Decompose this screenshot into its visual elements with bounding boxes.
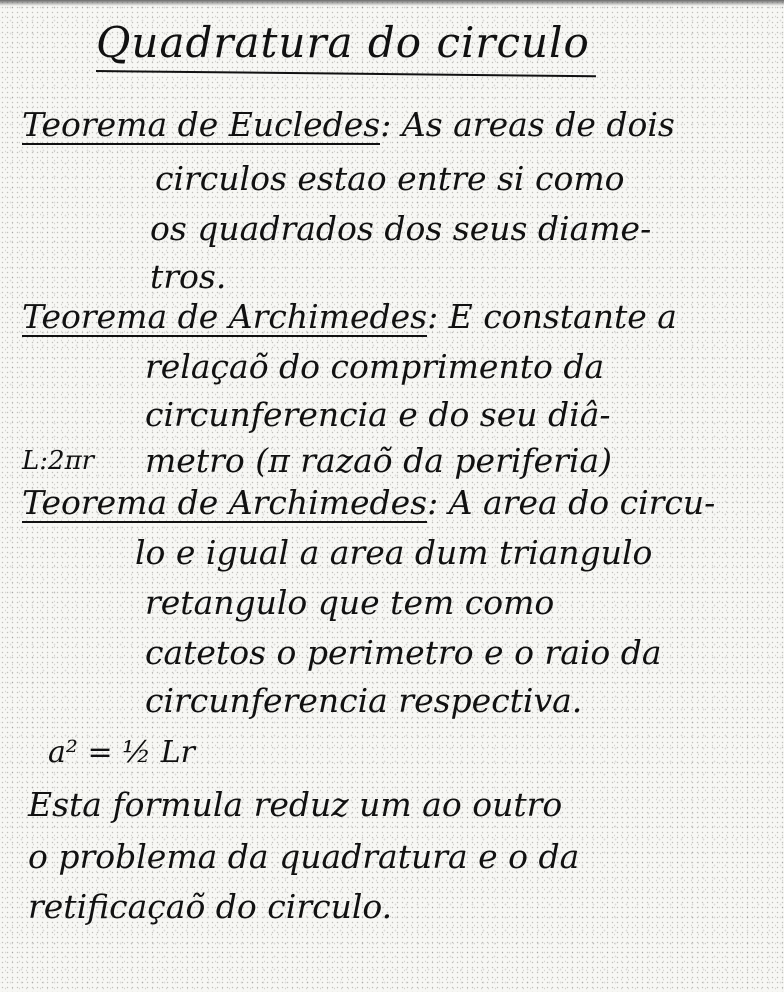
theorem-2-label: Teorema de Archimedes (22, 297, 428, 336)
margin-formula: L:2πr (22, 446, 95, 476)
theorem-1-text-line-1: : As areas de dois (380, 105, 675, 144)
theorem-3-heading-line (22, 483, 716, 523)
theorem-3-text-line-2: lo e igual a area dum triangulo (135, 533, 653, 572)
area-formula: a² = ½ Lr (48, 735, 195, 770)
theorem-1-text-line-4: tros. (150, 257, 227, 296)
theorem-1-text-line-3: os quadrados dos seus diame- (150, 209, 652, 248)
title-underline (96, 70, 596, 77)
theorem-1-text-line-2: circulos estao entre si como (155, 159, 625, 198)
theorem-2-text-line-1: : E constante a (427, 297, 677, 336)
theorem-2-text-line-3: circunferencia e do seu diâ- (145, 395, 611, 434)
theorem-2-text-line-4: metro (π razaõ da periferia) (145, 441, 613, 480)
theorem-1-heading-line (22, 105, 675, 145)
theorem-3-text-line-4: catetos o perimetro e o raio da (145, 633, 662, 672)
page-title: Quadratura do circulo (96, 18, 590, 67)
scan-edge (0, 0, 784, 6)
theorem-3-label: Teorema de Archimedes (22, 483, 428, 522)
theorem-3-text-line-1: : A area do circu- (427, 483, 716, 522)
closing-line-3: retificaçaõ do circulo. (28, 887, 393, 926)
closing-line-1: Esta formula reduz um ao outro (28, 785, 563, 824)
theorem-2-heading-line (22, 297, 677, 337)
closing-line-2: o problema da quadratura e o da (28, 837, 580, 876)
theorem-1-label: Teorema de Eucledes (22, 105, 381, 144)
theorem-3-text-line-5: circunferencia respectiva. (145, 681, 583, 720)
theorem-3-text-line-3: retangulo que tem como (145, 583, 555, 622)
theorem-2-text-line-2: relaçaõ do comprimento da (145, 347, 605, 386)
